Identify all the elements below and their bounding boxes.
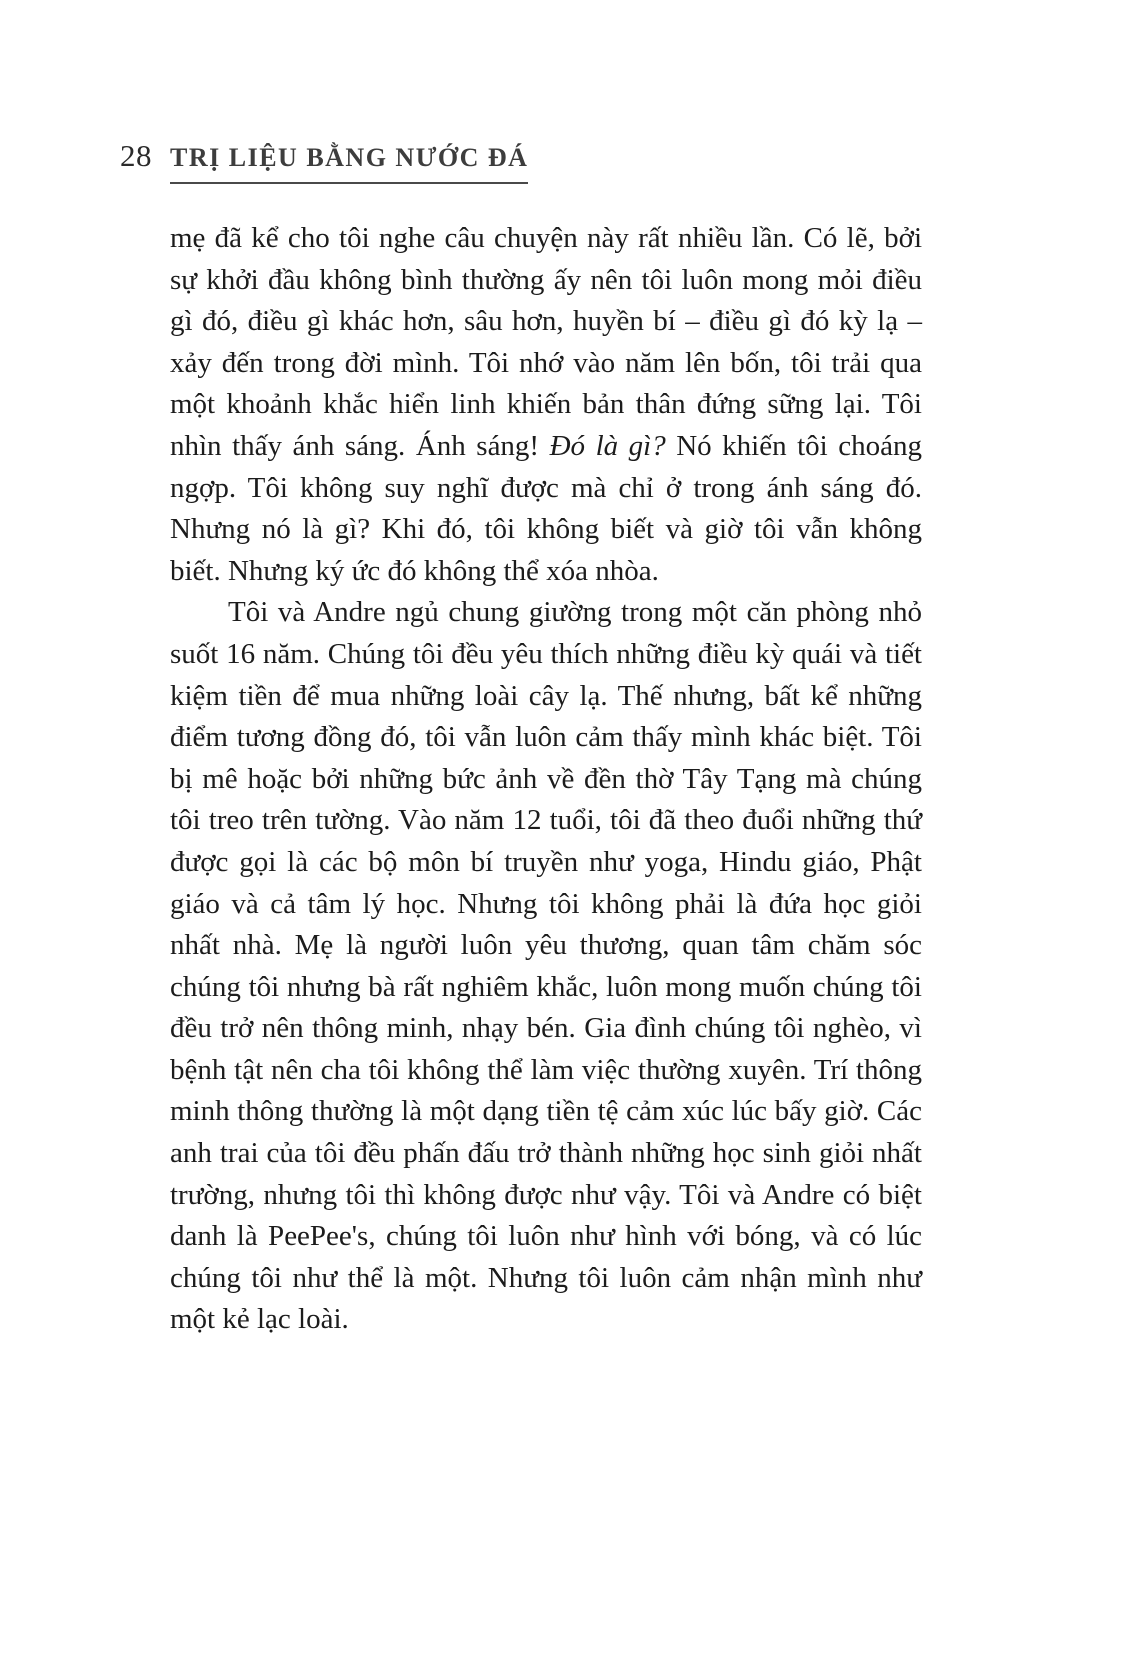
paragraph-1-italic-run: Đó là gì? bbox=[549, 429, 666, 462]
chapter-title: TRỊ LIỆU BẰNG NƯỚC ĐÁ bbox=[170, 143, 528, 184]
paragraph-1-run-2: Nó khiến tôi choáng ngợp. Tôi không suy nghĩ được mà chỉ ở trong ánh sáng đó. Nhưng nó là gì? Khi đó, tôi không biết và giờ tôi vẫn không biết. Nhưng ký ức đó không thể xóa nhòa. bbox=[170, 429, 922, 587]
running-header bbox=[120, 138, 528, 184]
paragraph-1 bbox=[170, 218, 922, 592]
page-number: 28 bbox=[120, 138, 152, 173]
paragraph-2: Tôi và Andre ngủ chung giường trong một căn phòng nhỏ suốt 16 năm. Chúng tôi đều yêu thích những điều kỳ quái và tiết kiệm tiền để mua những loài cây lạ. Thế nhưng, bất kể những điểm tương đồng đó, tôi vẫn luôn cảm thấy mình khác biệt. Tôi bị mê hoặc bởi những bức ảnh về đền thờ Tây Tạng mà chúng tôi treo trên tường. Vào năm 12 tuổi, tôi đã theo đuổi những thứ được gọi là các bộ môn bí truyền như yoga, Hindu giáo, Phật giáo và cả tâm lý học. Nhưng tôi không phải là đứa học giỏi nhất nhà. Mẹ là người luôn yêu thương, quan tâm chăm sóc chúng tôi nhưng bà rất nghiêm khắc, luôn mong muốn chúng tôi đều trở nên thông minh, nhạy bén. Gia đình chúng tôi nghèo, vì bệnh tật nên cha tôi không thể làm việc thường xuyên. Trí thông minh thông thường là một dạng tiền tệ cảm xúc lúc bấy giờ. Các anh trai của tôi đều phấn đấu trở thành những học sinh giỏi nhất trường, nhưng tôi thì không được như vậy. Tôi và Andre có biệt danh là PeePee's, chúng tôi luôn như hình với bóng, và có lúc chúng tôi như thể là một. Nhưng tôi luôn cảm nhận mình như một kẻ lạc loài. bbox=[170, 596, 922, 1336]
body-text bbox=[170, 218, 922, 1341]
paragraph-1-run-1: mẹ đã kể cho tôi nghe câu chuyện này rất nhiều lần. Có lẽ, bởi sự khởi đầu không bình thường ấy nên tôi luôn mong mỏi điều gì đó, điều gì khác hơn, sâu hơn, huyền bí – điều gì đó kỳ lạ – xảy đến trong đời mình. Tôi nhớ vào năm lên bốn, tôi trải qua một khoảnh khắc hiển linh khiến bản thân đứng sững lại. Tôi nhìn thấy ánh sáng. Ánh sáng! bbox=[170, 222, 922, 462]
